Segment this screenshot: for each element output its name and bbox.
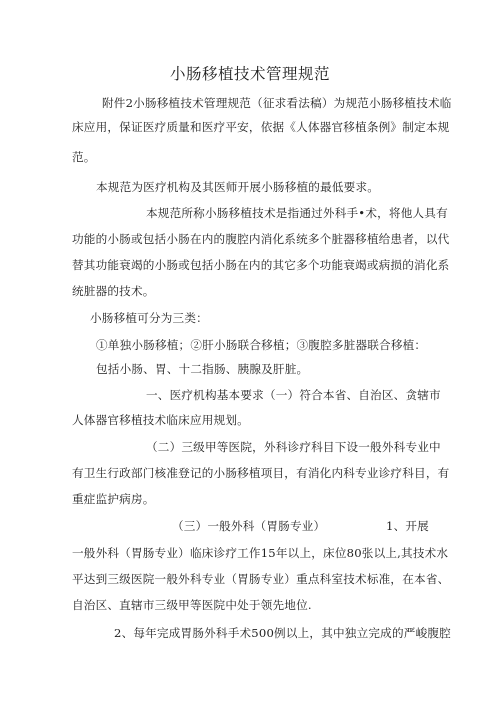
paragraph-line: 人体器官移植技术临床应用规划。 — [72, 413, 249, 427]
paragraph-line: （三）一般外科（胃肠专业） — [172, 519, 326, 533]
paragraph-line: 平达到三级医院一般外科专业（胃肠专业）重点科室技术标准，在本省、 — [72, 572, 450, 586]
paragraph-line: 重症监护病房。 — [72, 492, 155, 506]
paragraph-line: 2、每年完成胃肠外科手术500例以上，其中独立完成的严峻腹腔 — [114, 626, 451, 640]
document-title: 小肠移植技术管理规范 — [169, 65, 330, 83]
paragraph-line: 床应用，保证医疗质量和医疗平安，依据《人体器官移植条例》制定本规 — [72, 120, 450, 134]
paragraph-line: 本规范为医疗机构及其医师开展小肠移植的最低要求。 — [96, 180, 380, 194]
paragraph-line: 自治区、直辖市三级甲等医院中处于领先地位. — [72, 598, 312, 612]
paragraph-line: 1、开展 — [386, 519, 429, 533]
paragraph-line: 替其功能衰竭的小肠或包括小肠在内的其它多个功能衰竭或病损的消化系 — [72, 258, 450, 272]
paragraph-line: 一般外科（胃肠专业）临床诊疗工作15年以上，床位80张以上,其技术水 — [72, 546, 449, 560]
paragraph-line: 一、医疗机构基本要求（一）符合本省、自治区、贪辖市 — [146, 388, 441, 402]
paragraph-line: 附件2小肠移植技术管理规范（征求看法稿）为规范小肠移植技术临 — [102, 96, 452, 110]
paragraph-line: 功能的小肠或包括小肠在内的腹腔内消化系统多个脏器移植给患者，以代 — [72, 232, 450, 246]
paragraph-line: 包括小肠、胃、十二指肠、胰腺及肝脏。 — [96, 362, 309, 376]
paragraph-line: （二）三级甲等医院，外科诊疗科目下设一般外科专业中 — [146, 440, 441, 454]
paragraph-line: 小肠移植可分为三类： — [90, 311, 208, 325]
paragraph-line: 范。 — [72, 150, 96, 164]
paragraph-line: 本规范所称小肠移植技术是指通过外科手•术，将他人具有 — [146, 206, 448, 220]
paragraph-line: ①单独小肠移植；②肝小肠联合移植；③腹腔多脏器联合移植： — [96, 338, 427, 352]
paragraph-line: 统脏器的技术。 — [72, 284, 155, 298]
paragraph-line: 有卫生行政部门核准登记的小肠移植项目，有消化内科专业诊疗科目，有 — [72, 466, 450, 480]
